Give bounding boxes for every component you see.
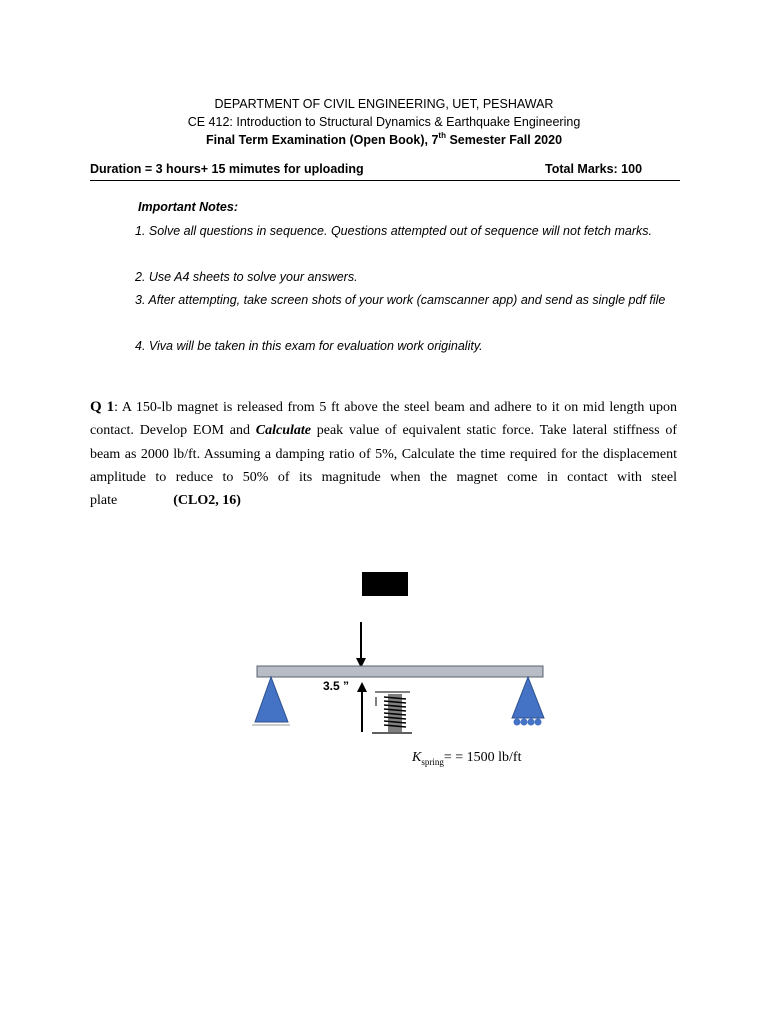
- question-number: Q 1: [90, 399, 115, 415]
- question-text-a: : A 150-lb magnet is released from 5 ft above the steel beam and adhere to it on mid length upon contact. Develop EOM and: [90, 400, 678, 439]
- roller-wheel: [528, 719, 535, 726]
- note-item: 2. Use A4 sheets to solve your answers.: [135, 270, 358, 284]
- gap-arrow-head: [357, 682, 367, 692]
- notes-title: Important Notes:: [138, 200, 238, 214]
- duration-text: Duration = 3 hours+ 15 mimutes for uploading: [90, 162, 364, 176]
- exam-title-main: Final Term Examination (Open Book), 7: [205, 133, 439, 147]
- question-emphasis: Calculate: [255, 423, 311, 439]
- steel-beam: [257, 666, 543, 677]
- k-subscript: spring: [421, 756, 444, 767]
- total-marks: Total Marks: 100: [545, 162, 643, 176]
- roller-support: [512, 677, 544, 718]
- magnet-block: [362, 572, 408, 596]
- roller-wheel: [514, 719, 521, 726]
- pin-support: [255, 677, 288, 722]
- roller-wheel: [521, 719, 528, 726]
- spring-stiffness-label: [412, 750, 521, 767]
- course-title: CE 412: Introduction to Structural Dynamics & Earthquake Engineering: [187, 115, 581, 129]
- question-text-b: peak value of equivalent static force. Take lateral stiffness of beam as 2000 lb/ft. Assuming a damping ratio of 5%, Calculate the time required for the displacement amplitude to reduce to 50% of its magnitude when the magnet come in contact with steel plate: [90, 423, 677, 509]
- exam-title-semester: Semester Fall 2020: [445, 133, 563, 147]
- k-value: = = 1500 lb/ft: [443, 750, 522, 765]
- question-clo: (CLO2, 16): [173, 493, 241, 509]
- spring-element: [372, 692, 412, 733]
- roller-wheel: [535, 719, 542, 726]
- exam-title-sup: th: [438, 130, 446, 140]
- note-item: 3. After attempting, take screen shots of your work (camscanner app) and send as single pdf file: [135, 293, 666, 307]
- note-item: 1. Solve all questions in sequence. Questions attempted out of sequence will not fetch marks.: [135, 224, 652, 238]
- gap-label: 3.5 ”: [323, 679, 350, 693]
- department-title: DEPARTMENT OF CIVIL ENGINEERING, UET, PESHAWAR: [214, 97, 554, 111]
- note-item: 4. Viva will be taken in this exam for evaluation work originality.: [135, 339, 483, 353]
- k-symbol: K: [412, 750, 422, 765]
